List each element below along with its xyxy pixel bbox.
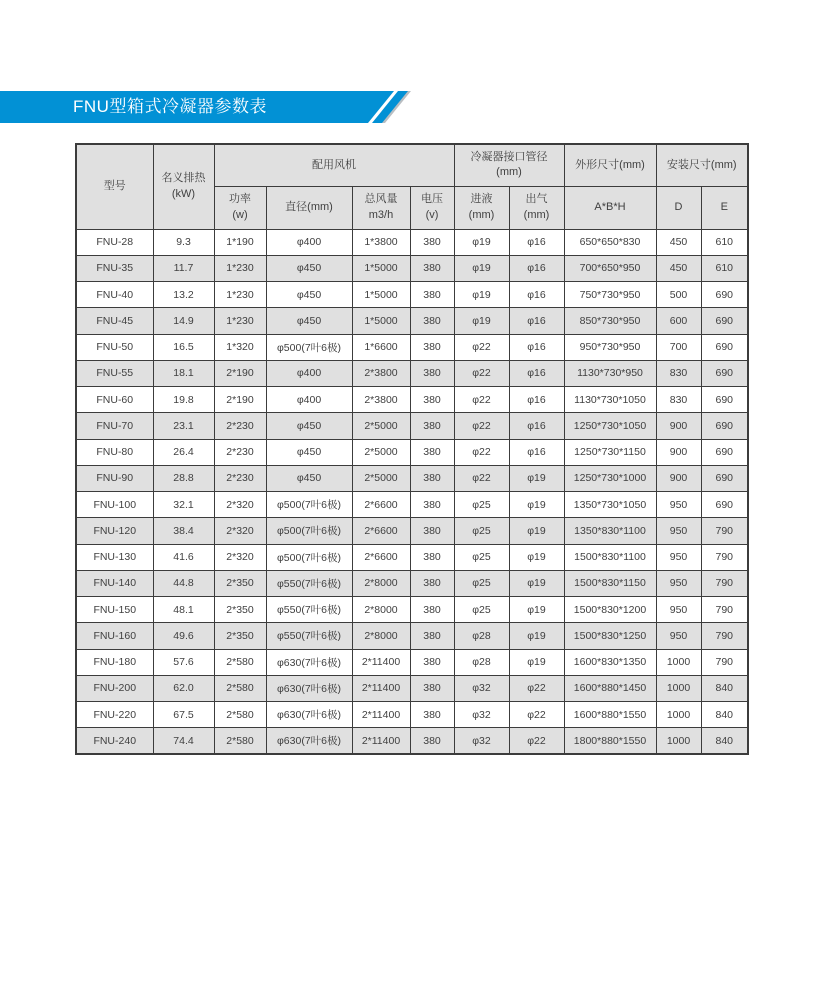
table-cell: 14.9 [153, 308, 214, 334]
col-header-model: 型号 [76, 144, 153, 229]
table-cell: φ16 [509, 387, 564, 413]
table-cell: 2*320 [214, 492, 266, 518]
table-cell: 1*230 [214, 308, 266, 334]
table-cell: FNU-100 [76, 492, 153, 518]
table-cell: FNU-120 [76, 518, 153, 544]
table-cell: 2*11400 [352, 649, 410, 675]
table-cell: φ550(7叶6极) [266, 623, 352, 649]
table-cell: 790 [701, 649, 748, 675]
table-cell: φ550(7叶6极) [266, 570, 352, 596]
table-cell: 380 [410, 544, 454, 570]
table-cell: 380 [410, 465, 454, 491]
table-row [76, 570, 748, 596]
table-cell: φ19 [509, 518, 564, 544]
table-cell: φ450 [266, 308, 352, 334]
table-cell: 1*230 [214, 282, 266, 308]
table-cell: φ630(7叶6极) [266, 702, 352, 728]
table-cell: 830 [656, 360, 701, 386]
table-cell: 74.4 [153, 728, 214, 754]
table-cell: φ22 [454, 334, 509, 360]
table-cell: 2*6600 [352, 544, 410, 570]
table-cell: φ25 [454, 570, 509, 596]
table-cell: 1600*880*1550 [564, 702, 656, 728]
table-cell: 32.1 [153, 492, 214, 518]
table-cell: 380 [410, 675, 454, 701]
table-cell: 450 [656, 255, 701, 281]
table-cell: φ22 [454, 465, 509, 491]
table-cell: 1500*830*1200 [564, 597, 656, 623]
table-cell: 610 [701, 255, 748, 281]
table-cell: 1600*880*1450 [564, 675, 656, 701]
table-cell: φ19 [509, 570, 564, 596]
table-cell: FNU-35 [76, 255, 153, 281]
table-cell: 950 [656, 544, 701, 570]
table-cell: 18.1 [153, 360, 214, 386]
table-cell: 690 [701, 308, 748, 334]
table-row [76, 282, 748, 308]
table-cell: 690 [701, 492, 748, 518]
col-header-fan-airflow [352, 186, 410, 229]
table-cell: 2*6600 [352, 518, 410, 544]
table-cell: 1*5000 [352, 255, 410, 281]
table-cell: 57.6 [153, 649, 214, 675]
table-cell: 62.0 [153, 675, 214, 701]
table-cell: FNU-70 [76, 413, 153, 439]
table-cell: 790 [701, 597, 748, 623]
table-cell: 19.8 [153, 387, 214, 413]
table-cell: 2*5000 [352, 439, 410, 465]
table-cell: 2*580 [214, 675, 266, 701]
col-header-heat-label: 名义排热 [161, 172, 206, 185]
table-cell: 2*11400 [352, 728, 410, 754]
table-cell: φ28 [454, 623, 509, 649]
table-cell: 1250*730*1000 [564, 465, 656, 491]
table-cell: φ32 [454, 702, 509, 728]
table-cell: 2*8000 [352, 597, 410, 623]
table-cell: 1*6600 [352, 334, 410, 360]
fan-airflow-label: 总风量 [364, 193, 398, 206]
table-cell: 1500*830*1250 [564, 623, 656, 649]
table-cell: 900 [656, 439, 701, 465]
table-cell: FNU-240 [76, 728, 153, 754]
table-cell: 380 [410, 229, 454, 255]
table-cell: φ25 [454, 518, 509, 544]
table-cell: φ22 [509, 702, 564, 728]
table-cell: 690 [701, 334, 748, 360]
table-cell: φ16 [509, 439, 564, 465]
table-cell: 380 [410, 334, 454, 360]
table-cell: φ16 [509, 308, 564, 334]
table-cell: φ16 [509, 334, 564, 360]
table-cell: 2*230 [214, 413, 266, 439]
table-cell: 500 [656, 282, 701, 308]
col-header-heat [153, 144, 214, 229]
table-cell: φ22 [509, 675, 564, 701]
col-group-fan: 配用风机 [214, 144, 454, 186]
col-header-pipe-in [454, 186, 509, 229]
table-cell: FNU-80 [76, 439, 153, 465]
table-cell: φ25 [454, 544, 509, 570]
table-cell: FNU-60 [76, 387, 153, 413]
col-group-pipe-unit: (mm) [496, 166, 522, 179]
table-cell: 1250*730*1150 [564, 439, 656, 465]
table-cell: 610 [701, 229, 748, 255]
table-cell: φ500(7叶6极) [266, 492, 352, 518]
table-cell: 2*190 [214, 360, 266, 386]
table-cell: 600 [656, 308, 701, 334]
fan-voltage-label: 电压 [421, 193, 443, 206]
table-cell: 950 [656, 623, 701, 649]
table-cell: 1*5000 [352, 308, 410, 334]
page-title: FNU型箱式冷凝器参数表 [73, 97, 267, 116]
col-group-install: 安装尺寸(mm) [656, 144, 748, 186]
table-row [76, 492, 748, 518]
table-cell: φ450 [266, 413, 352, 439]
table-cell: 690 [701, 387, 748, 413]
table-cell: φ25 [454, 492, 509, 518]
table-cell: 1000 [656, 649, 701, 675]
table-row [76, 623, 748, 649]
table-row [76, 675, 748, 701]
table-row [76, 702, 748, 728]
fan-voltage-unit: (v) [425, 208, 439, 221]
table-cell: FNU-28 [76, 229, 153, 255]
table-cell: φ500(7叶6极) [266, 544, 352, 570]
table-cell: 790 [701, 623, 748, 649]
col-header-pipe-out [509, 186, 564, 229]
table-cell: FNU-180 [76, 649, 153, 675]
table-cell: 49.6 [153, 623, 214, 649]
table-cell: 1500*830*1150 [564, 570, 656, 596]
table-cell: 840 [701, 728, 748, 754]
table-row [76, 334, 748, 360]
table-row [76, 728, 748, 754]
table-row [76, 255, 748, 281]
table-body [76, 229, 748, 754]
col-header-heat-unit: (kW) [171, 187, 196, 200]
table-cell: 1130*730*950 [564, 360, 656, 386]
table-cell: 1*190 [214, 229, 266, 255]
table-cell: 2*5000 [352, 465, 410, 491]
table-cell: 750*730*950 [564, 282, 656, 308]
table-cell: 1250*730*1050 [564, 413, 656, 439]
table-cell: FNU-200 [76, 675, 153, 701]
table-cell: φ450 [266, 255, 352, 281]
table-cell: 2*320 [214, 544, 266, 570]
table-cell: 850*730*950 [564, 308, 656, 334]
table-cell: φ16 [509, 360, 564, 386]
table-cell: 830 [656, 387, 701, 413]
table-cell: 2*3800 [352, 387, 410, 413]
table-cell: 2*580 [214, 649, 266, 675]
table-row [76, 597, 748, 623]
table-cell: 1350*730*1050 [564, 492, 656, 518]
table-cell: 790 [701, 544, 748, 570]
table-cell: φ630(7叶6极) [266, 649, 352, 675]
pipe-in-label: 进液 [470, 193, 493, 206]
pipe-out-label: 出气 [525, 193, 548, 206]
table-cell: 690 [701, 465, 748, 491]
table-cell: 690 [701, 439, 748, 465]
table-row [76, 518, 748, 544]
table-cell: 1350*830*1100 [564, 518, 656, 544]
table-cell: 790 [701, 570, 748, 596]
table-cell: 380 [410, 360, 454, 386]
col-header-fan-power [214, 186, 266, 229]
table-row [76, 465, 748, 491]
fan-power-unit: (w) [232, 208, 248, 221]
table-cell: φ19 [454, 255, 509, 281]
table-cell: 2*350 [214, 597, 266, 623]
table-cell: φ400 [266, 229, 352, 255]
table-cell: 1000 [656, 702, 701, 728]
table-cell: 950*730*950 [564, 334, 656, 360]
table-cell: 2*230 [214, 465, 266, 491]
table-row [76, 387, 748, 413]
table-cell: 13.2 [153, 282, 214, 308]
table-cell: 1*320 [214, 334, 266, 360]
table-cell: φ22 [509, 728, 564, 754]
table-cell: 1*3800 [352, 229, 410, 255]
table-cell: 11.7 [153, 255, 214, 281]
table-cell: φ19 [509, 465, 564, 491]
table-cell: 840 [701, 675, 748, 701]
table-cell: 23.1 [153, 413, 214, 439]
table-cell: φ450 [266, 282, 352, 308]
table-cell: 1*5000 [352, 282, 410, 308]
table-cell: φ450 [266, 465, 352, 491]
col-group-dimensions: 外形尺寸(mm) [564, 144, 656, 186]
table-cell: 380 [410, 597, 454, 623]
table-cell: 67.5 [153, 702, 214, 728]
table-cell: 380 [410, 387, 454, 413]
table-cell: 900 [656, 413, 701, 439]
table-cell: 650*650*830 [564, 229, 656, 255]
table-cell: FNU-55 [76, 360, 153, 386]
condenser-spec-table [75, 143, 749, 755]
table-cell: 2*8000 [352, 570, 410, 596]
table-cell: 380 [410, 702, 454, 728]
table-cell: 1130*730*1050 [564, 387, 656, 413]
table-cell: φ19 [454, 308, 509, 334]
table-row [76, 439, 748, 465]
table-cell: 380 [410, 439, 454, 465]
table-cell: FNU-130 [76, 544, 153, 570]
table-cell: 690 [701, 282, 748, 308]
table-cell: 2*350 [214, 623, 266, 649]
table-cell: φ19 [509, 649, 564, 675]
table-cell: 380 [410, 492, 454, 518]
table-cell: 44.8 [153, 570, 214, 596]
table-cell: FNU-220 [76, 702, 153, 728]
table-cell: 2*3800 [352, 360, 410, 386]
col-header-e: E [701, 186, 748, 229]
table-cell: φ19 [509, 492, 564, 518]
table-cell: 2*5000 [352, 413, 410, 439]
table-row [76, 544, 748, 570]
table-cell: φ16 [509, 282, 564, 308]
col-header-fan-diameter: 直径(mm) [266, 186, 352, 229]
table-cell: 790 [701, 518, 748, 544]
table-cell: FNU-150 [76, 597, 153, 623]
fan-airflow-unit: m3/h [368, 208, 394, 221]
table-cell: 380 [410, 649, 454, 675]
table-cell: 2*580 [214, 702, 266, 728]
table-cell: 38.4 [153, 518, 214, 544]
table-cell: φ32 [454, 675, 509, 701]
table-cell: 2*190 [214, 387, 266, 413]
table-row [76, 229, 748, 255]
table-cell: 2*11400 [352, 702, 410, 728]
table-row [76, 308, 748, 334]
table-row [76, 360, 748, 386]
table-cell: 950 [656, 597, 701, 623]
table-cell: 2*8000 [352, 623, 410, 649]
table-cell: φ550(7叶6极) [266, 597, 352, 623]
table-cell: 950 [656, 518, 701, 544]
table-cell: φ19 [454, 282, 509, 308]
table-cell: 1600*830*1350 [564, 649, 656, 675]
table-cell: 380 [410, 728, 454, 754]
table-cell: FNU-140 [76, 570, 153, 596]
table-cell: φ450 [266, 439, 352, 465]
table-cell: φ19 [509, 544, 564, 570]
table-cell: 450 [656, 229, 701, 255]
table-cell: φ22 [454, 439, 509, 465]
table-cell: 1500*830*1100 [564, 544, 656, 570]
table-cell: φ500(7叶6极) [266, 518, 352, 544]
table-cell: φ32 [454, 728, 509, 754]
table-cell: 26.4 [153, 439, 214, 465]
table-cell: 48.1 [153, 597, 214, 623]
table-cell: 900 [656, 465, 701, 491]
table-cell: 950 [656, 570, 701, 596]
table-cell: 690 [701, 413, 748, 439]
table-cell: 380 [410, 570, 454, 596]
title-banner [0, 91, 414, 123]
table-cell: 41.6 [153, 544, 214, 570]
table-cell: 1000 [656, 675, 701, 701]
table-cell: φ19 [454, 229, 509, 255]
table-cell: φ22 [454, 387, 509, 413]
table-cell: φ25 [454, 597, 509, 623]
table-cell: φ400 [266, 360, 352, 386]
table-cell: φ16 [509, 413, 564, 439]
table-cell: 380 [410, 413, 454, 439]
table-cell: 2*230 [214, 439, 266, 465]
table-cell: 1000 [656, 728, 701, 754]
table-cell: 2*320 [214, 518, 266, 544]
table-cell: FNU-160 [76, 623, 153, 649]
table-cell: φ28 [454, 649, 509, 675]
table-cell: FNU-45 [76, 308, 153, 334]
table-cell: 840 [701, 702, 748, 728]
table-cell: 2*350 [214, 570, 266, 596]
table-cell: 700 [656, 334, 701, 360]
table-cell: φ630(7叶6极) [266, 675, 352, 701]
table-cell: φ400 [266, 387, 352, 413]
table-cell: φ630(7叶6极) [266, 728, 352, 754]
table-cell: 1800*880*1550 [564, 728, 656, 754]
col-group-pipe-label: 冷凝器接口管径 [470, 150, 548, 163]
table-cell: φ22 [454, 360, 509, 386]
table-cell: 380 [410, 255, 454, 281]
table-cell: φ500(7叶6极) [266, 334, 352, 360]
table-cell: φ16 [509, 229, 564, 255]
table-cell: φ19 [509, 623, 564, 649]
table-header [76, 144, 748, 229]
col-header-abh: A*B*H [564, 186, 656, 229]
table-cell: 380 [410, 308, 454, 334]
table-cell: 28.8 [153, 465, 214, 491]
col-group-pipe [454, 144, 564, 186]
table-cell: 380 [410, 623, 454, 649]
table-cell: 16.5 [153, 334, 214, 360]
table-cell: 1*230 [214, 255, 266, 281]
table-cell: FNU-50 [76, 334, 153, 360]
table-cell: 380 [410, 518, 454, 544]
table-cell: φ22 [454, 413, 509, 439]
table-cell: φ16 [509, 255, 564, 281]
table-row [76, 413, 748, 439]
fan-power-label: 功率 [229, 193, 251, 206]
pipe-out-unit: (mm) [523, 208, 550, 221]
table-cell: 700*650*950 [564, 255, 656, 281]
table-row [76, 649, 748, 675]
table-cell: FNU-90 [76, 465, 153, 491]
col-header-fan-voltage [410, 186, 454, 229]
table-cell: 2*6600 [352, 492, 410, 518]
table-cell: 950 [656, 492, 701, 518]
table-cell: φ19 [509, 597, 564, 623]
pipe-in-unit: (mm) [468, 208, 495, 221]
col-header-d: D [656, 186, 701, 229]
table-cell: 2*11400 [352, 675, 410, 701]
table-cell: FNU-40 [76, 282, 153, 308]
table-cell: 690 [701, 360, 748, 386]
table-cell: 9.3 [153, 229, 214, 255]
table-cell: 2*580 [214, 728, 266, 754]
table-cell: 380 [410, 282, 454, 308]
